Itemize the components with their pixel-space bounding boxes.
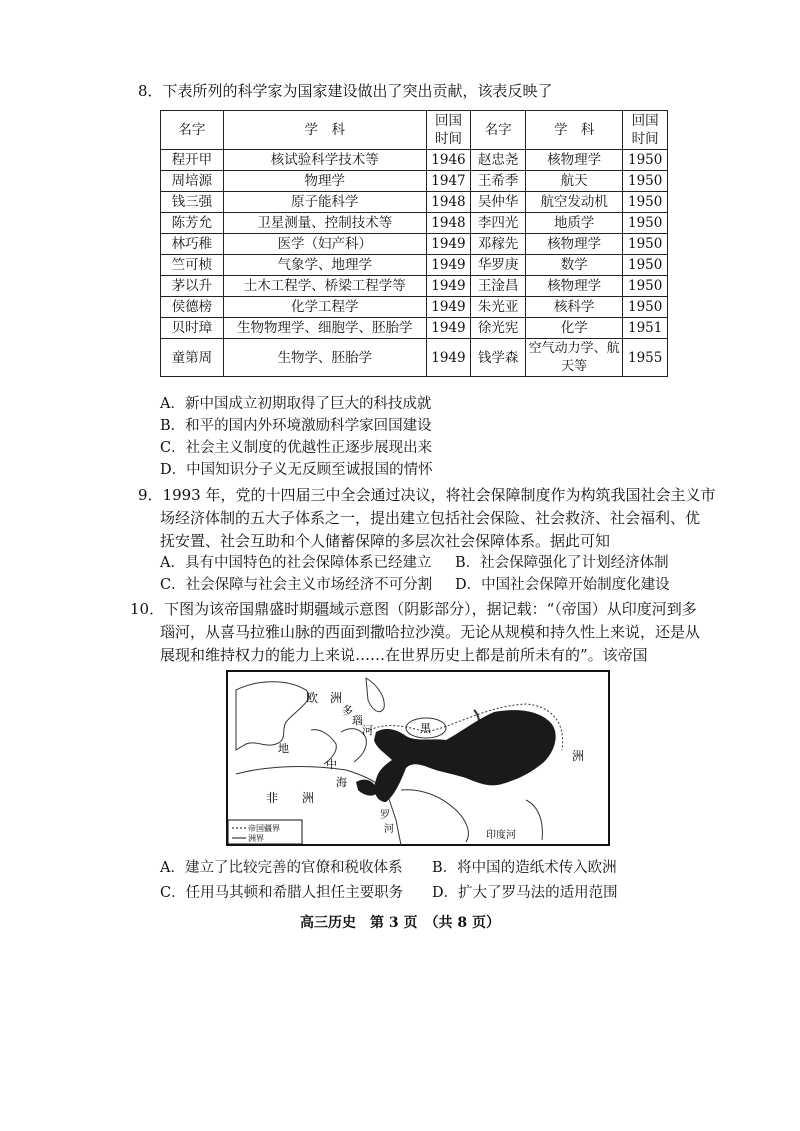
table-body <box>161 150 668 377</box>
cell-year: 1949 <box>426 276 471 297</box>
table-row <box>161 297 668 318</box>
q8-stem: 8．下表所列的科学家为国家建设做出了突出贡献，该表反映了 <box>138 82 553 100</box>
cell-subject: 土木工程学、桥梁工程学等 <box>223 276 426 297</box>
cell-subject: 核物理学 <box>526 234 623 255</box>
cell-year: 1947 <box>426 171 471 192</box>
cell-name: 华罗庚 <box>471 255 526 276</box>
cell-year: 1950 <box>623 213 668 234</box>
cell-year: 1946 <box>426 150 471 171</box>
cell-name: 徐光宪 <box>471 318 526 339</box>
q9-line-2: 场经济体制的五大子体系之一，提出建立包括社会保险、社会救济、社会福利、优 <box>160 509 701 527</box>
legend-continent-border: 洲界 <box>248 834 264 843</box>
q9-line-1: 9．1993 年，党的十四届三中全会通过决议，将社会保障制度作为构筑我国社会主义市 <box>138 486 716 504</box>
label-asia: 洲 <box>572 749 585 763</box>
cell-subject: 地质学 <box>526 213 623 234</box>
table-row <box>161 318 668 339</box>
cell-subject: 核物理学 <box>526 150 623 171</box>
scientists-table <box>160 110 668 377</box>
label-africa: 非 洲 <box>266 791 315 805</box>
header-subject-2: 学 科 <box>526 111 623 150</box>
table-row <box>161 171 668 192</box>
cell-subject: 航天 <box>526 171 623 192</box>
cell-year: 1950 <box>623 297 668 318</box>
cell-name: 侯德榜 <box>161 297 224 318</box>
cell-year: 1949 <box>426 255 471 276</box>
cell-name: 林巧稚 <box>161 234 224 255</box>
cell-name: 李四光 <box>471 213 526 234</box>
cell-subject: 核试验科学技术等 <box>223 150 426 171</box>
cell-year: 1950 <box>623 234 668 255</box>
label-nile-1: 罗 <box>380 810 390 821</box>
header-year-1: 回国时间 <box>426 111 471 150</box>
cell-subject: 生物物理学、细胞学、胚胎学 <box>223 318 426 339</box>
cell-year: 1951 <box>623 318 668 339</box>
label-med-2: 中 <box>326 758 337 771</box>
label-danube-3: 河 <box>362 724 373 737</box>
empire-map-svg <box>226 670 610 846</box>
q8-option-a[interactable]: A．新中国成立初期取得了巨大的科技成就 <box>160 396 432 412</box>
cell-subject: 核科学 <box>526 297 623 318</box>
table-row <box>161 150 668 171</box>
label-indus: 印度河 <box>486 830 516 841</box>
cell-name: 钱三强 <box>161 192 224 213</box>
cell-subject: 空气动力学、航天等 <box>526 339 623 377</box>
header-subject-1: 学 科 <box>223 111 426 150</box>
cell-name: 竺可桢 <box>161 255 224 276</box>
legend-empire-border: 帝国疆界 <box>248 824 280 833</box>
table-header-row <box>161 111 668 150</box>
cell-subject: 原子能科学 <box>223 192 426 213</box>
cell-year: 1949 <box>426 297 471 318</box>
cell-year: 1949 <box>426 318 471 339</box>
q9-option-c[interactable]: C．社会保障与社会主义市场经济不可分割 <box>160 577 433 593</box>
cell-subject: 化学 <box>526 318 623 339</box>
label-med-1: 地 <box>278 742 289 755</box>
q10-option-d[interactable]: D．扩大了罗马法的适用范围 <box>432 885 618 901</box>
cell-subject: 医学（妇产科） <box>223 234 426 255</box>
cell-name: 程开甲 <box>161 150 224 171</box>
header-year-2: 回国时间 <box>623 111 668 150</box>
page-footer: 高三历史 第 3 页 （共 8 页） <box>300 915 500 931</box>
cell-name: 王希季 <box>471 171 526 192</box>
cell-year: 1949 <box>426 234 471 255</box>
cell-name: 贝时璋 <box>161 318 224 339</box>
label-danube-1: 多 <box>342 704 353 717</box>
q8-option-b[interactable]: B．和平的国内外环境激励科学家回国建设 <box>160 418 432 434</box>
label-europe: 欧 洲 <box>306 691 343 705</box>
cell-year: 1948 <box>426 213 471 234</box>
table-row <box>161 234 668 255</box>
q9-option-d[interactable]: D．中国社会保障开始制度化建设 <box>455 577 670 593</box>
cell-subject: 气象学、地理学 <box>223 255 426 276</box>
q9-line-3: 抚安置、社会互助和个人储蓄保障的多层次社会保障体系。据此可知 <box>160 532 611 550</box>
cell-year: 1950 <box>623 276 668 297</box>
q10-option-a[interactable]: A．建立了比较完善的官僚和税收体系 <box>160 860 403 876</box>
label-black-sea: 黑 <box>420 722 431 735</box>
cell-name: 周培源 <box>161 171 224 192</box>
table-row <box>161 339 668 377</box>
label-med-3: 海 <box>336 776 347 789</box>
q9-option-b[interactable]: B．社会保障强化了计划经济体制 <box>455 555 669 571</box>
table-row <box>161 255 668 276</box>
q10-option-c[interactable]: C．任用马其顿和希腊人担任主要职务 <box>160 885 404 901</box>
cell-subject: 数学 <box>526 255 623 276</box>
cell-name: 吴仲华 <box>471 192 526 213</box>
cell-subject: 化学工程学 <box>223 297 426 318</box>
cell-year: 1949 <box>426 339 471 377</box>
header-name-1: 名字 <box>161 111 224 150</box>
cell-name: 邓稼先 <box>471 234 526 255</box>
cell-subject: 核物理学 <box>526 276 623 297</box>
table-row <box>161 276 668 297</box>
cell-year: 1950 <box>623 171 668 192</box>
cell-name: 童第周 <box>161 339 224 377</box>
cell-name: 陈芳允 <box>161 213 224 234</box>
q8-option-c[interactable]: C．社会主义制度的优越性正逐步展现出来 <box>160 440 433 456</box>
table-row <box>161 213 668 234</box>
q9-option-a[interactable]: A．具有中国特色的社会保障体系已经建立 <box>160 555 432 571</box>
cell-name: 朱光亚 <box>471 297 526 318</box>
q10-line-3: 展现和维持权力的能力上来说……在世界历史上都是前所未有的”。该帝国 <box>160 646 648 664</box>
q8-option-d[interactable]: D．中国知识分子义无反顾至诚报国的情怀 <box>160 462 433 478</box>
cell-year: 1950 <box>623 150 668 171</box>
cell-year: 1950 <box>623 255 668 276</box>
cell-subject: 航空发动机 <box>526 192 623 213</box>
table-row <box>161 192 668 213</box>
cell-year: 1950 <box>623 192 668 213</box>
q10-line-1: 10．下图为该帝国鼎盛时期疆域示意图（阴影部分），据记载：“（帝国）从印度河到多 <box>130 600 697 618</box>
cell-name: 钱学森 <box>471 339 526 377</box>
label-danube-2: 瑙 <box>352 714 363 727</box>
cell-subject: 生物学、胚胎学 <box>223 339 426 377</box>
cell-year: 1955 <box>623 339 668 377</box>
q10-option-b[interactable]: B．将中国的造纸术传入欧洲 <box>432 860 617 876</box>
cell-name: 王淦昌 <box>471 276 526 297</box>
cell-name: 茅以升 <box>161 276 224 297</box>
cell-subject: 卫星测量、控制技术等 <box>223 213 426 234</box>
cell-name: 赵忠尧 <box>471 150 526 171</box>
label-nile-2: 河 <box>384 824 394 835</box>
cell-year: 1948 <box>426 192 471 213</box>
header-name-2: 名字 <box>471 111 526 150</box>
cell-subject: 物理学 <box>223 171 426 192</box>
q10-line-2: 瑙河，从喜马拉雅山脉的西面到撒哈拉沙漠。无论从规模和持久性上来说，还是从 <box>160 623 701 641</box>
empire-map <box>226 670 610 846</box>
